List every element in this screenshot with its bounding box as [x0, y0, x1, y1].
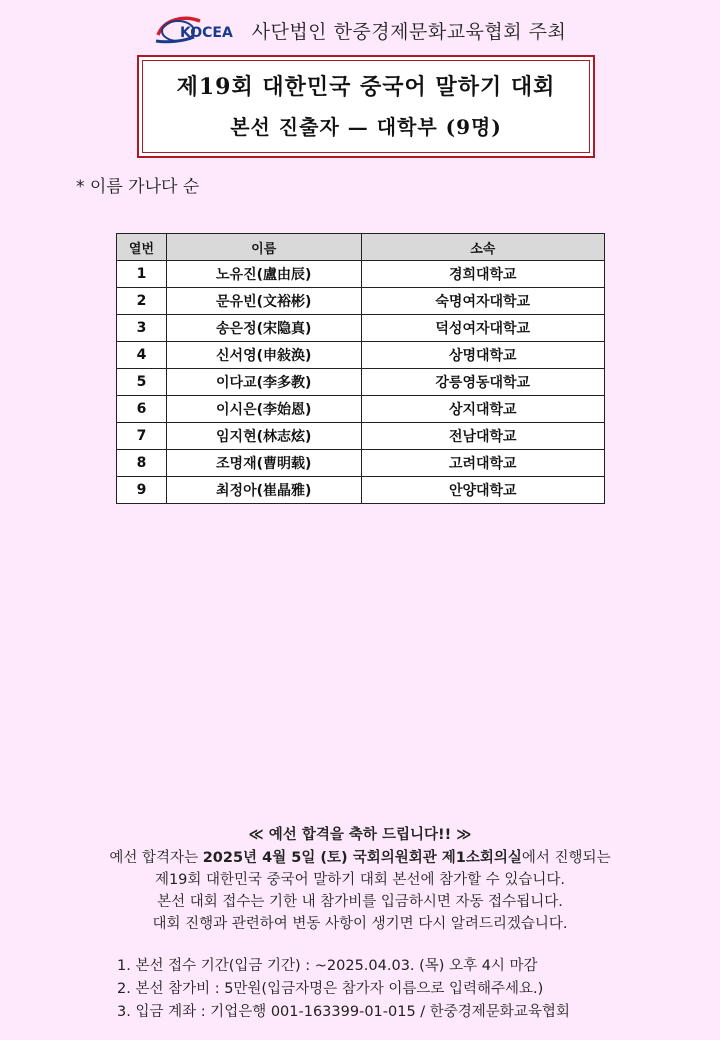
- table-row: [117, 450, 605, 477]
- notice-line-1: [0, 847, 720, 869]
- notice-line-1-post: 에서 진행되는: [521, 850, 611, 866]
- info-item-account: 3. 입금 계좌 : 기업은행 001-163399-01-015 / 한중경제문화교육협회: [117, 1004, 570, 1020]
- header-school: 소속: [361, 234, 605, 261]
- finalists-subtitle: 본선 진출자 — 대학부 (9명): [230, 114, 502, 139]
- logo-text: KOCEA: [179, 25, 233, 41]
- row-school: 상명대학교: [361, 342, 605, 369]
- row-school: 상지대학교: [361, 396, 605, 423]
- congrats-message: ≪ 예선 합격을 축하 드립니다!! ≫: [248, 827, 472, 843]
- row-name: 송은정(宋隐真): [166, 315, 361, 342]
- row-school: 안양대학교: [361, 477, 605, 504]
- table-row: [117, 396, 605, 423]
- contest-title: 제19회 대한민국 중국어 말하기 대회: [176, 73, 556, 100]
- row-name: 신서영(申敍涣): [166, 342, 361, 369]
- final-date-venue: 2025년 4월 5일 (토) 국회의원회관 제1소회의실: [202, 850, 522, 866]
- row-school: 고려대학교: [361, 450, 605, 477]
- row-no: 9: [117, 477, 167, 504]
- row-no: 4: [117, 342, 167, 369]
- notice-line-2: 제19회 대한민국 중국어 말하기 대회 본선에 참가할 수 있습니다.: [154, 872, 566, 888]
- info-list: [117, 955, 570, 1024]
- title-box: [137, 55, 595, 158]
- row-school: 강릉영동대학교: [361, 369, 605, 396]
- row-name: 최정아(崔晶雅): [166, 477, 361, 504]
- table-row: [117, 477, 605, 504]
- table-row: [117, 288, 605, 315]
- notice-line-4: 대회 진행과 관련하여 변동 사항이 생기면 다시 알려드리겠습니다.: [152, 916, 568, 932]
- row-name: 이다교(李多教): [166, 369, 361, 396]
- row-no: 7: [117, 423, 167, 450]
- row-no: 6: [117, 396, 167, 423]
- row-no: 3: [117, 315, 167, 342]
- kocea-logo: [154, 13, 240, 47]
- header-no: 열번: [117, 234, 167, 261]
- table-row: [117, 369, 605, 396]
- row-no: 2: [117, 288, 167, 315]
- header: [0, 10, 720, 50]
- table-row: [117, 342, 605, 369]
- row-name: 조명재(曹明载): [166, 450, 361, 477]
- organizer-name: 사단법인 한중경제문화교육협회 주최: [251, 20, 567, 43]
- sort-note: * 이름 가나다 순: [76, 177, 200, 197]
- notice-line-1-pre: 예선 합격자는: [109, 850, 203, 866]
- info-item-registration: 1. 본선 접수 기간(입금 기간) : ~2025.04.03. (목) 오후 4시 마감: [117, 958, 538, 974]
- table-header-row: [117, 234, 605, 261]
- table-row: [117, 423, 605, 450]
- info-item-fee: 2. 본선 참가비 : 5만원(입금자명은 참가자 이름으로 입력해주세요.): [117, 981, 544, 997]
- row-no: 5: [117, 369, 167, 396]
- row-school: 숙명여자대학교: [361, 288, 605, 315]
- header-name: 이름: [166, 234, 361, 261]
- notice-line-3: 본선 대회 접수는 기한 내 참가비를 입금하시면 자동 접수됩니다.: [157, 894, 563, 910]
- row-school: 경희대학교: [361, 261, 605, 288]
- row-school: 전남대학교: [361, 423, 605, 450]
- row-name: 임지현(林志炫): [166, 423, 361, 450]
- table-row: [117, 261, 605, 288]
- finalists-table: [116, 233, 605, 504]
- row-no: 8: [117, 450, 167, 477]
- row-no: 1: [117, 261, 167, 288]
- row-name: 문유빈(文裕彬): [166, 288, 361, 315]
- notice-section: [0, 825, 720, 935]
- row-name: 노유진(盧由辰): [166, 261, 361, 288]
- row-school: 덕성여자대학교: [361, 315, 605, 342]
- row-name: 이시은(李始恩): [166, 396, 361, 423]
- table-row: [117, 315, 605, 342]
